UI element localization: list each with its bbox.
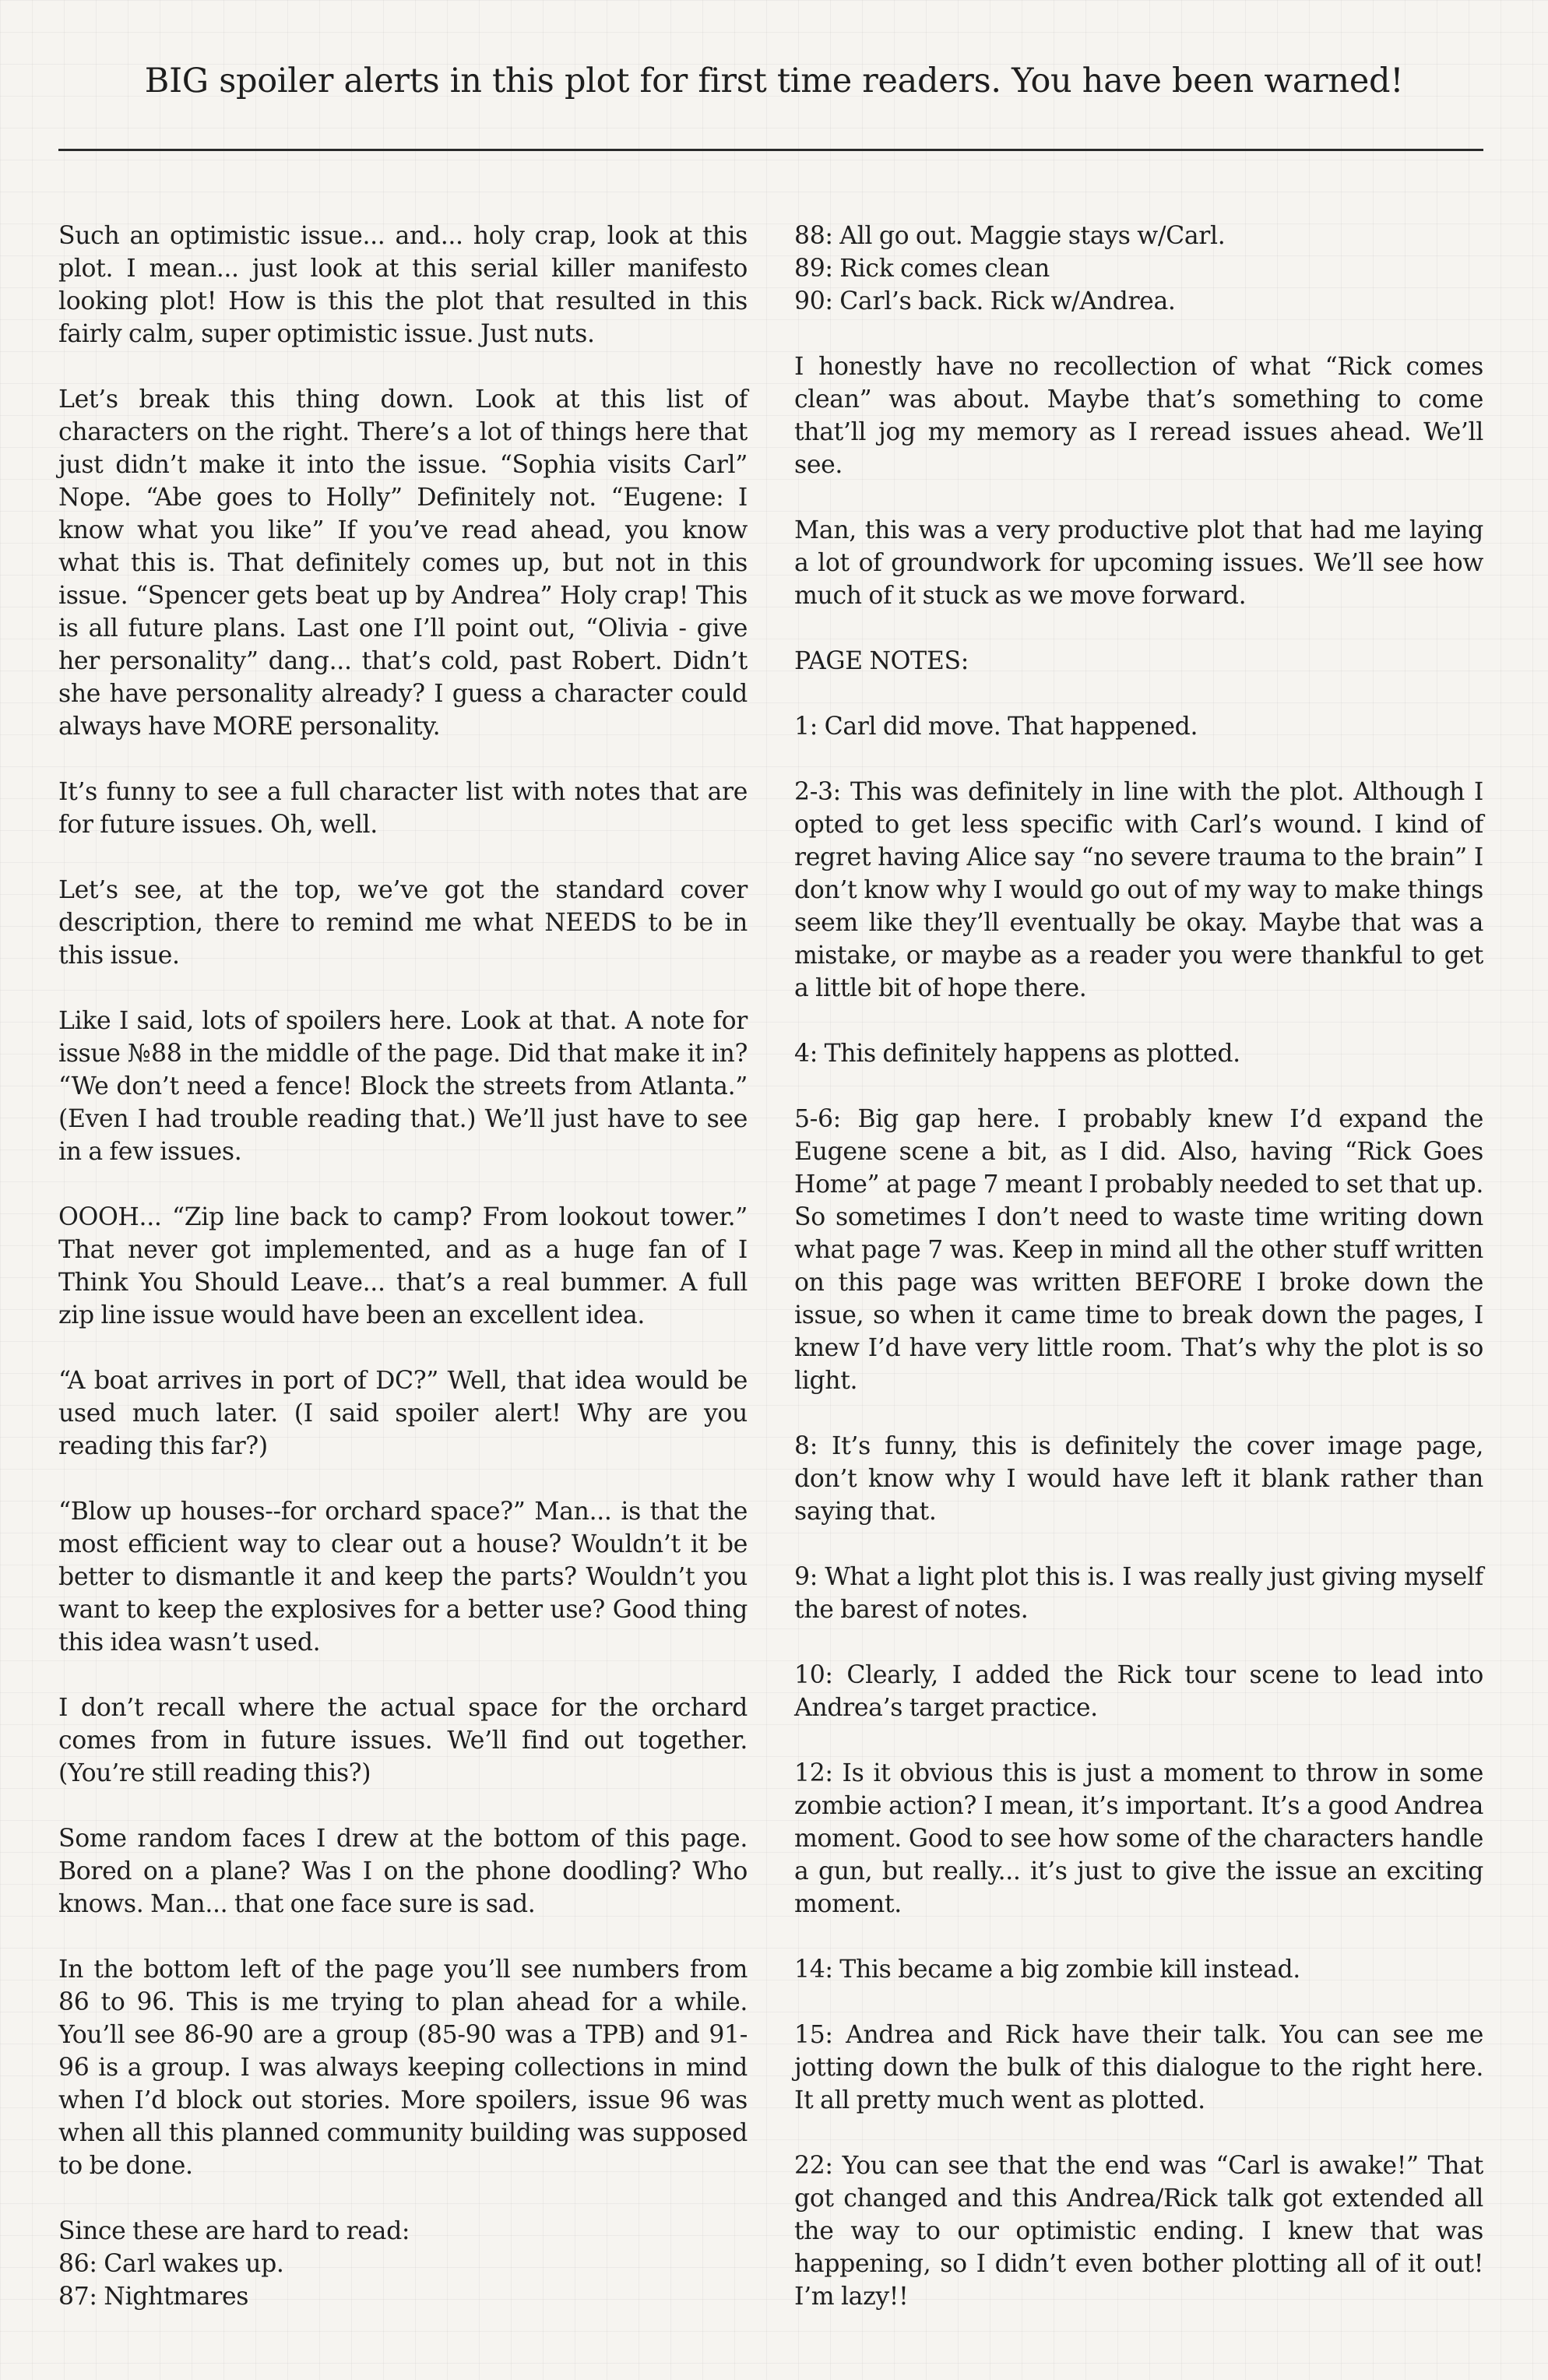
page-note-10: 10: Clearly, I added the Rick tour scene to lead into Andrea’s target practice.: [794, 1661, 1483, 1722]
paragraph-orchard-space: I don’t recall where the actual space for the orchard comes from in future issues. We’ll find out together. (You’re still reading this?): [58, 1694, 748, 1787]
page-note-15: 15: Andrea and Rick have their talk. You can see me jotting down the bulk of this dialogue to the right here. It all pretty much went as plotted.: [794, 2021, 1483, 2114]
page-note-12: 12: Is it obvious this is just a moment to throw in some zombie action? I mean, it’s important. It’s a good Andrea moment. Good to see how some of the characters handle a gun, but really... it’s just to give the issue an exciting moment.: [794, 1759, 1483, 1918]
page-note-14: 14: This became a big zombie kill instead.: [794, 1956, 1300, 1984]
page-note-9: 9: What a light plot this is. I was really just giving myself the barest of notes.: [794, 1563, 1483, 1624]
page-note-4: 4: This definitely happens as plotted.: [794, 1040, 1240, 1068]
page-note-8: 8: It’s funny, this is definitely the cover image page, don’t know why I would have left it blank rather than saying that.: [794, 1432, 1483, 1526]
paragraph-rick-comes-clean: I honestly have no recollection of what “Rick comes clean” was about. Maybe that’s something to come that’ll jog my memory as I reread issues ahead. We’ll see.: [794, 353, 1483, 479]
left-column: [58, 220, 748, 2346]
page-note-1: 1: Carl did move. That happened.: [794, 713, 1198, 741]
paragraph-zip-line: OOOH... “Zip line back to camp? From lookout tower.” That never got implemented, and as a huge fan of I Think You Should Leave... that’s a real bummer. A full zip line issue would have been an excellent idea.: [58, 1203, 748, 1329]
right-column: [794, 220, 1483, 2346]
paragraph-character-list: Let’s break this thing down. Look at this list of characters on the right. There’s a lot of things here that just didn’t make it into the issue. “Sophia visits Carl” Nope. “Abe goes to Holly” Definitely not. “Eugene: I know what you like” If you’ve read ahead, you know what this is. That definitely comes up, but not in this issue. “Spencer gets beat up by Andrea” Holy crap! This is all future plans. Last one I’ll point out, “Olivia - give her personality” dang... that’s cold, past Robert. Didn’t she have personality already? I guess a character could always have MORE personality.: [58, 386, 748, 741]
paragraph-random-faces: Some random faces I drew at the bottom of this page. Bored on a plane? Was I on the phone doodling? Who knows. Man... that one face sure is sad.: [58, 1825, 748, 1918]
paragraph-blow-up-houses: “Blow up houses--for orchard space?” Man... is that the most efficient way to clear out a house? Wouldn’t it be better to dismantle it and keep the parts? Wouldn’t you want to keep the explosives for a better use? Good thing this idea wasn’t used.: [58, 1498, 748, 1656]
paragraph-boat-dc: “A boat arrives in port of DC?” Well, that idea would be used much later. (I said spoiler alert! Why are you reading this far?): [58, 1367, 748, 1460]
spoiler-warning-heading: BIG spoiler alerts in this plot for first time readers. You have been warned!: [144, 62, 1404, 100]
issue-list-86-87: Since these are hard to read: 86: Carl wakes up. 87: Nightmares: [58, 2217, 410, 2311]
page-note-5-6: 5-6: Big gap here. I probably knew I’d expand the Eugene scene a bit, as I did. Also, having “Rick Goes Home” at page 7 meant I probably needed to set that up. So sometimes I don’t need to waste time writing down what page 7 was. Keep in mind all the other stuff written on this page was written BEFORE I broke down the issue, so when it came time to break down the pages, I knew I’d have very little room. That’s why the plot is so light.: [794, 1105, 1483, 1395]
paragraph-optimistic-issue: Such an optimistic issue... and... holy crap, look at this plot. I mean... just look at this serial killer manifesto looking plot! How is this the plot that resulted in this fairly calm, super optimistic issue. Just nuts.: [58, 222, 748, 348]
paragraph-issue-88-note: Like I said, lots of spoilers here. Look at that. A note for issue №88 in the middle of the page. Did that make it in? “We don’t need a fence! Block the streets from Atlanta.” (Even I had trouble reading that.) We’ll just have to see in a few issues.: [58, 1007, 748, 1166]
paragraph-future-issues: It’s funny to see a full character list with notes that are for future issues. Oh, well.: [58, 778, 748, 839]
issue-list-88-90: 88: All go out. Maggie stays w/Carl. 89: Rick comes clean 90: Carl’s back. Rick w/Andrea.: [794, 222, 1226, 315]
header-divider: [58, 149, 1483, 151]
paragraph-issue-numbers: In the bottom left of the page you’ll see numbers from 86 to 96. This is me trying to plan ahead for a while. You’ll see 86-90 are a group (85-90 was a TPB) and 91-96 is a group. I was always keeping collections in mind when I’d block out stories. More spoilers, issue 96 was when all this planned community building was supposed to be done.: [58, 1956, 748, 2180]
page-note-2-3: 2-3: This was definitely in line with the plot. Although I opted to get less specific with Carl’s wound. I kind of regret having Alice say “no severe trauma to the brain” I don’t know why I would go out of my way to make things seem like they’ll eventually be okay. Maybe that was a mistake, or maybe as a reader you were thankful to get a little bit of hope there.: [794, 778, 1483, 1002]
page-notes-heading: PAGE NOTES:: [794, 647, 969, 675]
paragraph-productive-plot: Man, this was a very productive plot that had me laying a lot of groundwork for upcoming issues. We’ll see how much of it stuck as we move forward.: [794, 516, 1483, 610]
page-note-22: 22: You can see that the end was “Carl is awake!” That got changed and this Andrea/Rick talk got extended all the way to our optimistic ending. I knew that was happening, so I didn’t even bother plotting all of it out! I’m lazy!!: [794, 2152, 1483, 2311]
paragraph-cover-description: Let’s see, at the top, we’ve got the standard cover description, there to remind me what NEEDS to be in this issue.: [58, 876, 748, 970]
